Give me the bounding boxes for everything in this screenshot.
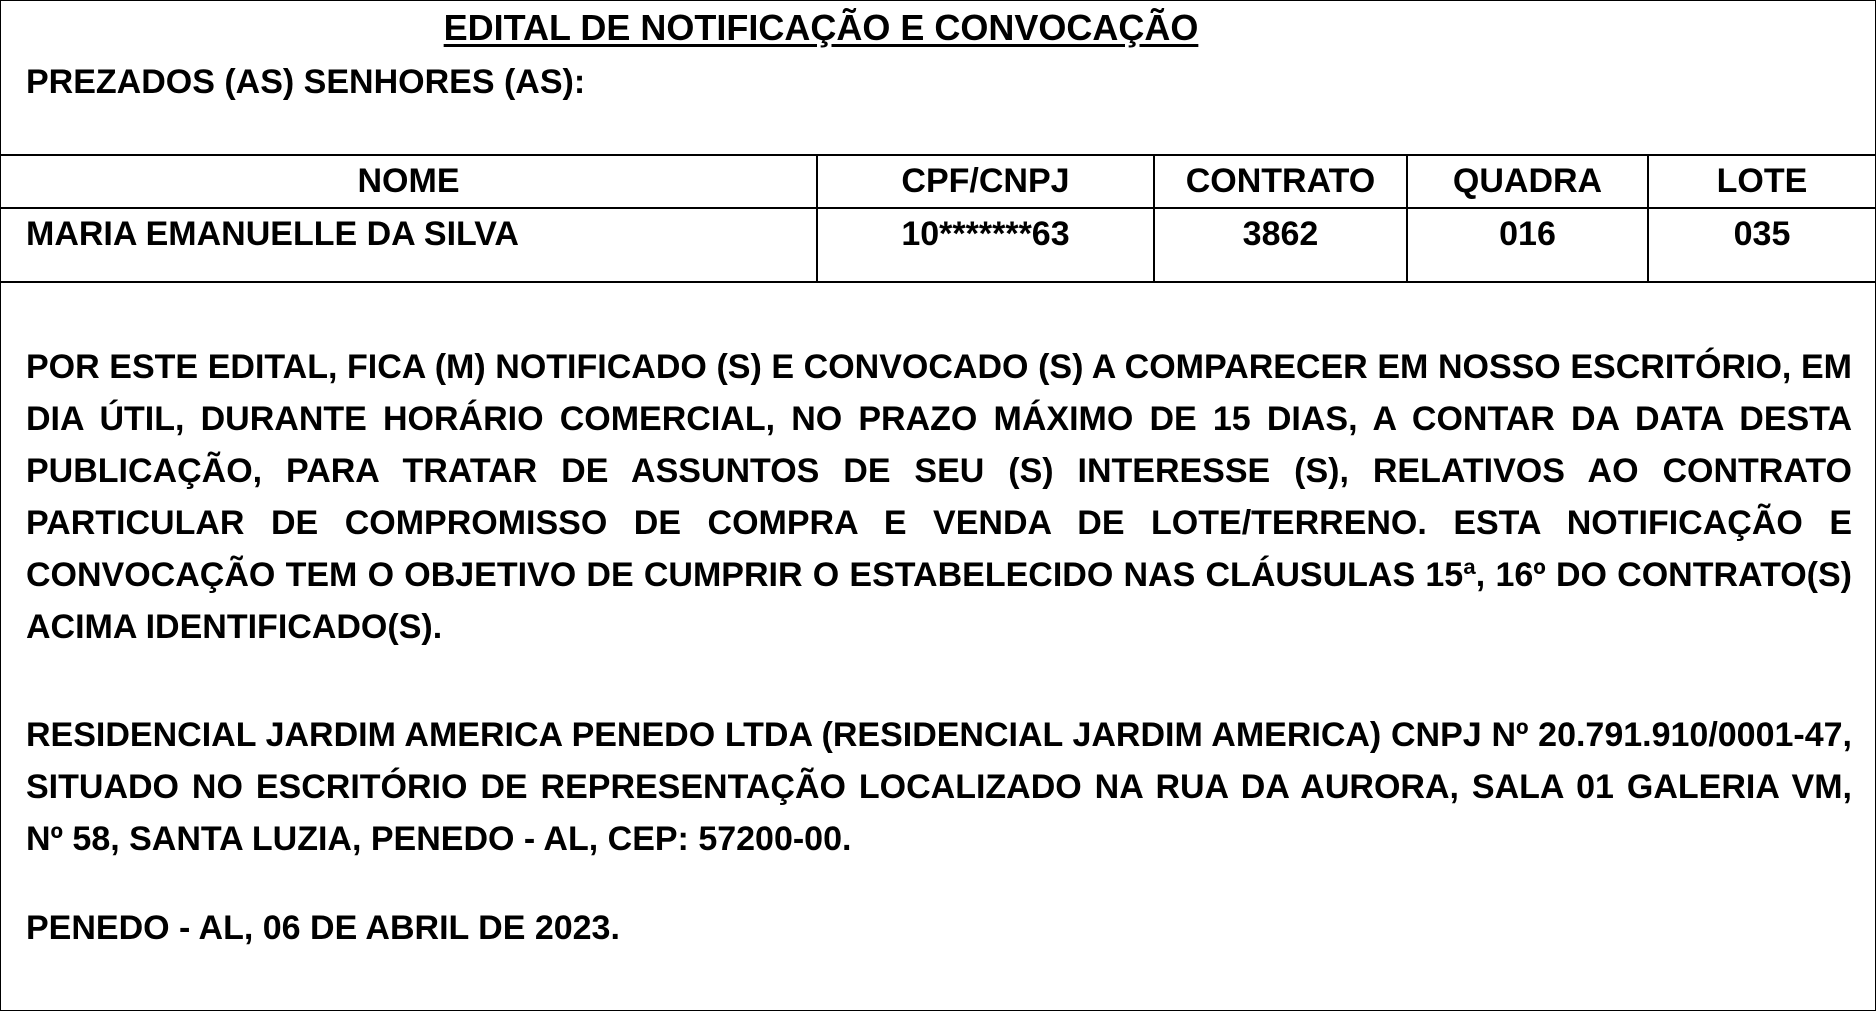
- table-row: [1, 208, 1875, 282]
- contract-table: [1, 155, 1875, 283]
- cell-cpf-cnpj: 10*******63: [817, 208, 1154, 282]
- column-header-contract: CONTRATO: [1154, 155, 1407, 208]
- date-line: PENEDO - AL, 06 DE ABRIL DE 2023.: [26, 909, 620, 947]
- notice-paragraph: POR ESTE EDITAL, FICA (M) NOTIFICADO (S) E CONVOCADO (S) A COMPARECER EM NOSSO ESCRITÓRIO, EM DIA ÚTIL, DURANTE HORÁRIO COMERCIAL, NO PRAZO MÁXIMO DE 15 DIAS, A CONTAR DA DATA DESTA PUBLICAÇÃO, PARA TRATAR DE ASSUNTOS DE SEU (S) INTERESSE (S), RELATIVOS AO CONTRATO PARTICULAR DE COMPROMISSO DE COMPRA E VENDA DE LOTE/TERRENO. ESTA NOTIFICAÇÃO E CONVOCAÇÃO TEM O OBJETIVO DE CUMPRIR O ESTABELECIDO NAS CLÁUSULAS 15ª, 16º DO CONTRATO(S) ACIMA IDENTIFICADO(S).: [26, 348, 1852, 646]
- column-header-block: QUADRA: [1407, 155, 1648, 208]
- cell-contract: 3862: [1154, 208, 1407, 282]
- column-header-name: NOME: [1, 155, 817, 208]
- greeting-text: PREZADOS (AS) SENHORES (AS):: [26, 63, 586, 101]
- cell-lot: 035: [1648, 208, 1875, 282]
- cell-name: MARIA EMANUELLE DA SILVA: [1, 208, 817, 282]
- document-title: EDITAL DE NOTIFICAÇÃO E CONVOCAÇÃO: [443, 7, 1199, 48]
- company-paragraph: RESIDENCIAL JARDIM AMERICA PENEDO LTDA (RESIDENCIAL JARDIM AMERICA) CNPJ Nº 20.791.910/0001-47, SITUADO NO ESCRITÓRIO DE REPRESENTAÇÃO LOCALIZADO NA RUA DA AURORA, SALA 01 GALERIA VM, Nº 58, SANTA LUZIA, PENEDO - AL, CEP: 57200-00.: [26, 716, 1852, 858]
- document-header: [1, 1, 1875, 156]
- cell-block: 016: [1407, 208, 1648, 282]
- column-header-lot: LOTE: [1648, 155, 1875, 208]
- table-header-row: [1, 155, 1875, 208]
- column-header-cpf-cnpj: CPF/CNPJ: [817, 155, 1154, 208]
